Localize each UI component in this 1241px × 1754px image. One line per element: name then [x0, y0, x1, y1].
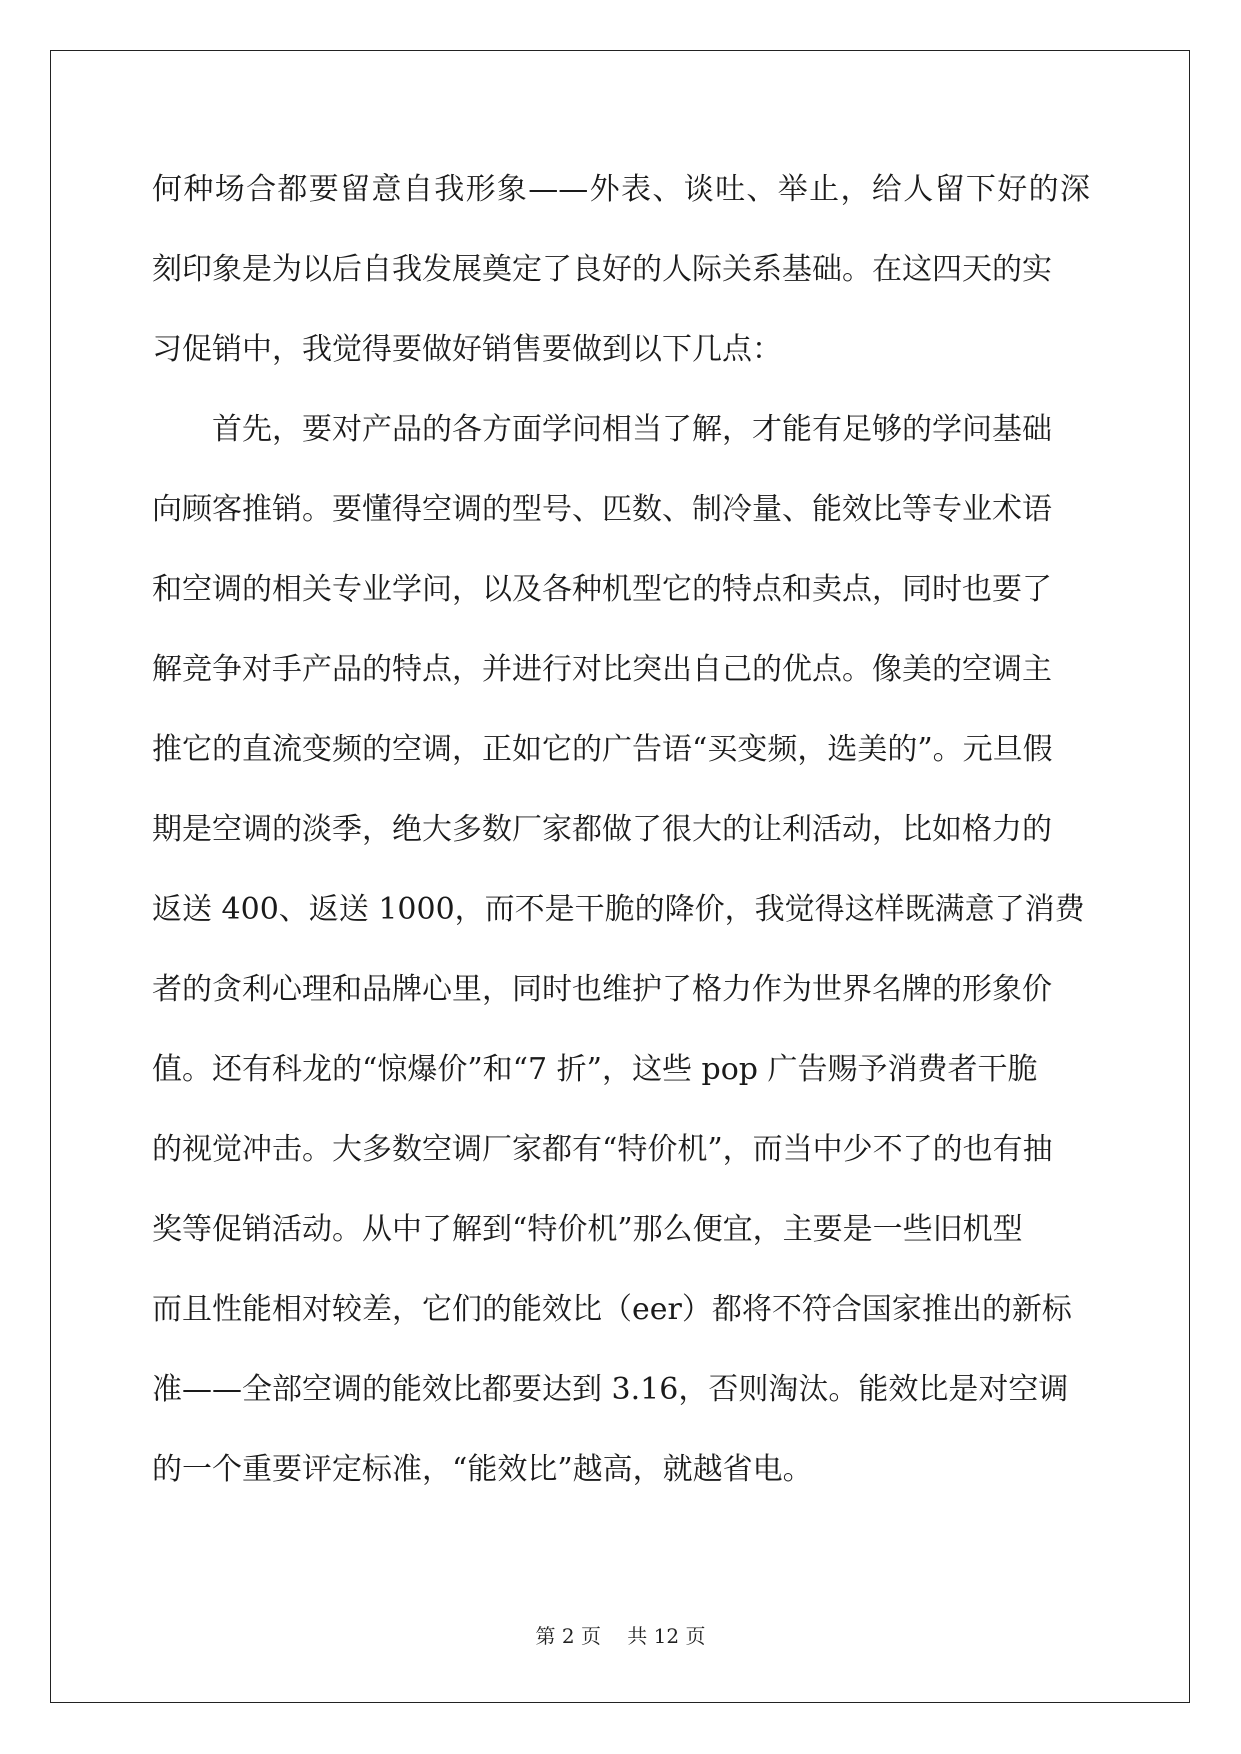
- page-number: 第 2 页 共 12 页: [535, 1624, 706, 1648]
- text-line: 奖等促销活动。从中了解到“特价机”那么便宜，主要是一些旧机型: [152, 1212, 1023, 1247]
- text-line: 何种场合都要留意自我形象——外表、谈吐、举止，给人留下好的深: [152, 172, 1090, 207]
- text-line: 值。还有科龙的“惊爆价”和“7 折”，这些 pop 广告赐予消费者干脆: [152, 1052, 1038, 1087]
- text-line: 习促销中，我觉得要做好销售要做到以下几点：: [152, 332, 782, 367]
- text-line: 准——全部空调的能效比都要达到 3.16，否则淘汰。能效比是对空调: [152, 1372, 1069, 1407]
- text-line: 的一个重要评定标准，“能效比”越高，就越省电。: [152, 1452, 813, 1487]
- text-line: 向顾客推销。要懂得空调的型号、匹数、制冷量、能效比等专业术语: [152, 492, 1052, 527]
- text-line: 而且性能相对较差，它们的能效比（eer）都将不符合国家推出的新标: [152, 1292, 1072, 1327]
- document-body: [152, 150, 1090, 1510]
- text-line: 返送 400、返送 1000，而不是干脆的降价，我觉得这样既满意了消费: [152, 892, 1085, 927]
- text-line: 者的贪利心理和品牌心里，同时也维护了格力作为世界名牌的形象价: [152, 972, 1052, 1007]
- text-line: 解竞争对手产品的特点，并进行对比突出自己的优点。像美的空调主: [152, 652, 1052, 687]
- text-line: 期是空调的淡季，绝大多数厂家都做了很大的让利活动，比如格力的: [152, 812, 1052, 847]
- text-line: 的视觉冲击。大多数空调厂家都有“特价机”，而当中少不了的也有抽: [152, 1132, 1053, 1167]
- text-line: 推它的直流变频的空调，正如它的广告语“买变频，选美的”。元旦假: [152, 732, 1053, 767]
- text-line: 刻印象是为以后自我发展奠定了良好的人际关系基础。在这四天的实: [152, 252, 1052, 287]
- text-line: 和空调的相关专业学问，以及各种机型它的特点和卖点，同时也要了: [152, 572, 1052, 607]
- text-line: 首先，要对产品的各方面学问相当了解，才能有足够的学问基础: [152, 412, 1052, 447]
